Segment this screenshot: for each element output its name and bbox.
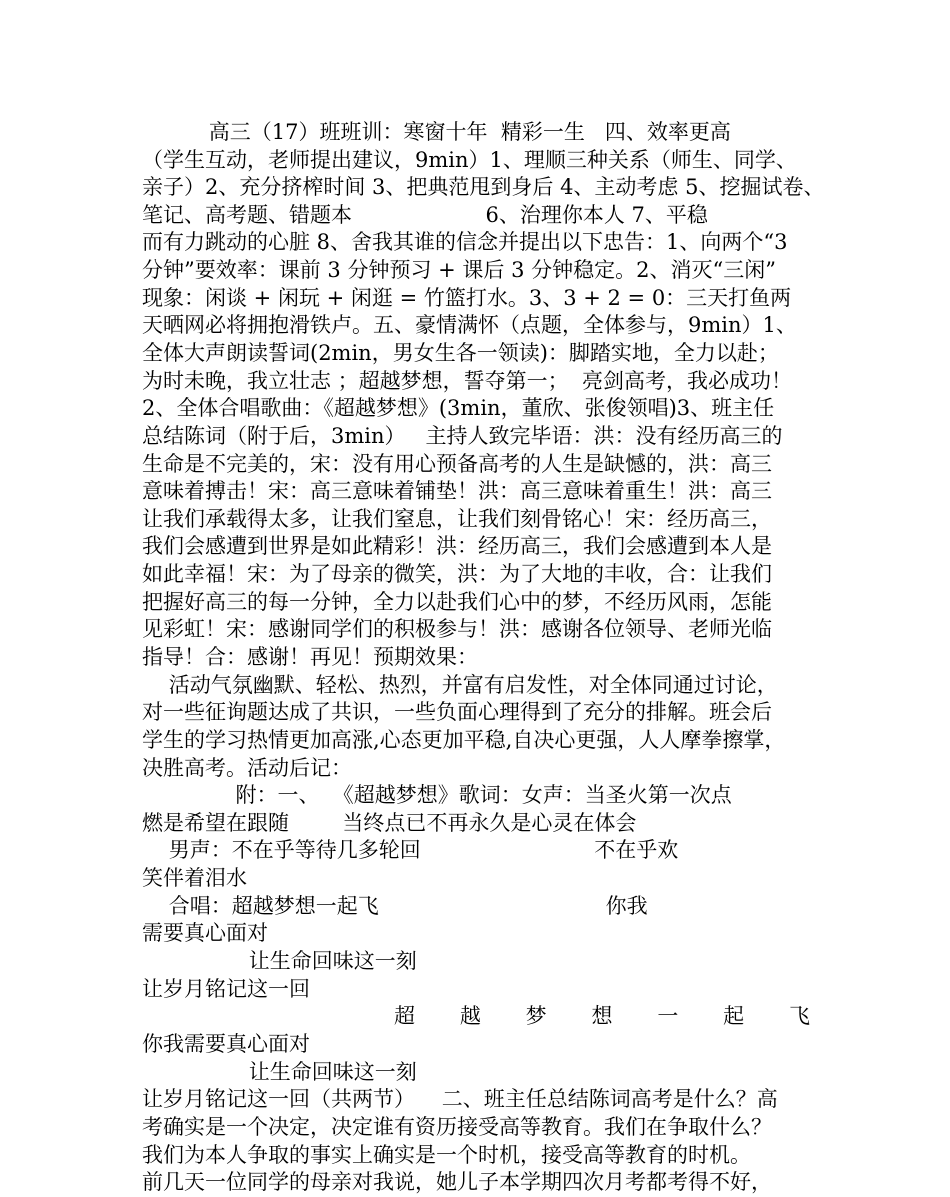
spread-lyric-line bbox=[394, 1003, 810, 1031]
text-line: 让岁月铭记这一回（共两节） 二、班主任总结陈词高考是什么？高 bbox=[142, 1087, 778, 1111]
text-line: 全体大声朗读誓词(2min，男女生各一领读)：脚踏实地，全力以赴； bbox=[142, 341, 779, 365]
text-line: 天晒网必将拥抱滑铁卢。五、豪情满怀（点题，全体参与，9min）1、 bbox=[142, 313, 797, 337]
text-line: 分钟”要效率：课前 3 分钟预习 + 课后 3 分钟稳定。2、消灭“三闲” bbox=[142, 258, 776, 282]
text-line: 考确实是一个决定，决定谁有资历接受高等教育。我们在争取什么？ bbox=[142, 1115, 772, 1139]
text-line: 学生的学习热情更加高涨,心态更加平稳,自决心更强，人人摩拳擦掌， bbox=[142, 728, 786, 752]
text-line: 生命是不完美的，宋：没有用心预备高考的人生是缺憾的，洪：高三 bbox=[142, 452, 772, 476]
text-line: 合唱：超越梦想一起飞 你我 bbox=[142, 894, 648, 918]
text-line: 笔记、高考题、错题本 6、治理你本人 7、平稳 bbox=[142, 203, 708, 227]
text-line: 指导！合：感谢！再见！预期效果： bbox=[142, 645, 478, 669]
text-line: 见彩虹！宋：感谢同学们的积极参与！洪：感谢各位领导、老师光临 bbox=[142, 617, 772, 641]
lyric-char: 越 bbox=[459, 1004, 481, 1028]
text-line: 我们为本人争取的事实上确实是一个时机，接受高等教育的时机。 bbox=[142, 1143, 751, 1167]
text-line: 对一些征询题达成了共识，一些负面心理得到了充分的排解。班会后 bbox=[142, 700, 772, 724]
lyric-char: 起 bbox=[723, 1004, 745, 1028]
text-line: 总结陈词（附于后，3min） 主持人致完毕语：洪：没有经历高三的 bbox=[142, 424, 783, 448]
text-line: 男声：不在乎等待几多轮回 不在乎欢 bbox=[142, 838, 679, 862]
text-line: 附：一、 《超越梦想》歌词：女声：当圣火第一次点 bbox=[142, 783, 732, 807]
text-line: 把握好高三的每一分钟，全力以赴我们心中的梦，不经历风雨，怎能 bbox=[142, 590, 772, 614]
text-line: 而有力跳动的心脏 8、舍我其谁的信念并提出以下忠告：1、向两个“3 bbox=[142, 230, 788, 254]
text-line: 活动气氛幽默、轻松、热烈，并富有启发性，对全体同通过讨论， bbox=[142, 673, 778, 697]
lyric-char: 超 bbox=[394, 1004, 415, 1028]
text-line: 现象：闲谈 + 闲玩 + 闲逛 = 竹篮打水。3、3 + 2 = 0：三天打鱼两 bbox=[142, 286, 792, 310]
text-line: 需要真心面对 bbox=[142, 921, 268, 945]
lyric-char: 一 bbox=[657, 1004, 679, 1028]
text-line: 我们会感遭到世界是如此精彩！洪：经历高三，我们会感遭到本人是 bbox=[142, 534, 772, 558]
text-line: 让岁月铭记这一回 bbox=[142, 977, 310, 1001]
text-line: 前几天一位同学的母亲对我说，她儿子本学期四次月考都考得不好， bbox=[142, 1170, 772, 1194]
text-line: 意味着搏击！宋：高三意味着铺垫！洪：高三意味着重生！洪：高三 bbox=[142, 479, 772, 503]
text-line: 让生命回味这一刻 bbox=[142, 1060, 417, 1084]
text-line: 燃是希望在跟随 当终点已不再永久是心灵在体会 bbox=[142, 811, 637, 835]
text-line: （学生互动，老师提出建议，9min）1、理顺三种关系（师生、同学、 bbox=[142, 148, 797, 172]
lyric-char: 梦 bbox=[525, 1004, 547, 1028]
lyric-char: 想 bbox=[591, 1004, 613, 1028]
text-line: 如此幸福！宋：为了母亲的微笑，洪：为了大地的丰收，合：让我们 bbox=[142, 562, 772, 586]
lyric-char: 飞 bbox=[788, 1004, 810, 1028]
text-line: 决胜高考。活动后记： bbox=[142, 756, 352, 780]
text-line: 让我们承载得太多，让我们窒息，让我们刻骨铭心！宋：经历高三， bbox=[142, 507, 772, 531]
text-line: 亲子）2、充分挤榨时间 3、把典范甩到身后 4、主动考虑 5、挖掘试卷、 bbox=[142, 175, 825, 199]
text-line: 笑伴着泪水 bbox=[142, 866, 247, 890]
text-line: 让生命回味这一刻 bbox=[142, 949, 417, 973]
text-line: 高三（17）班班训：寒窗十年 精彩一生 四、效率更高 bbox=[142, 120, 731, 144]
text-line: 为时未晚，我立壮志 ；超越梦想，誓夺第一； 亮剑高考，我必成功！ bbox=[142, 369, 793, 393]
text-line: 2、全体合唱歌曲：《超越梦想》(3min，董欣、张俊领唱)3、班主任 bbox=[142, 396, 775, 420]
text-line: 你我需要真心面对 bbox=[142, 1032, 310, 1056]
